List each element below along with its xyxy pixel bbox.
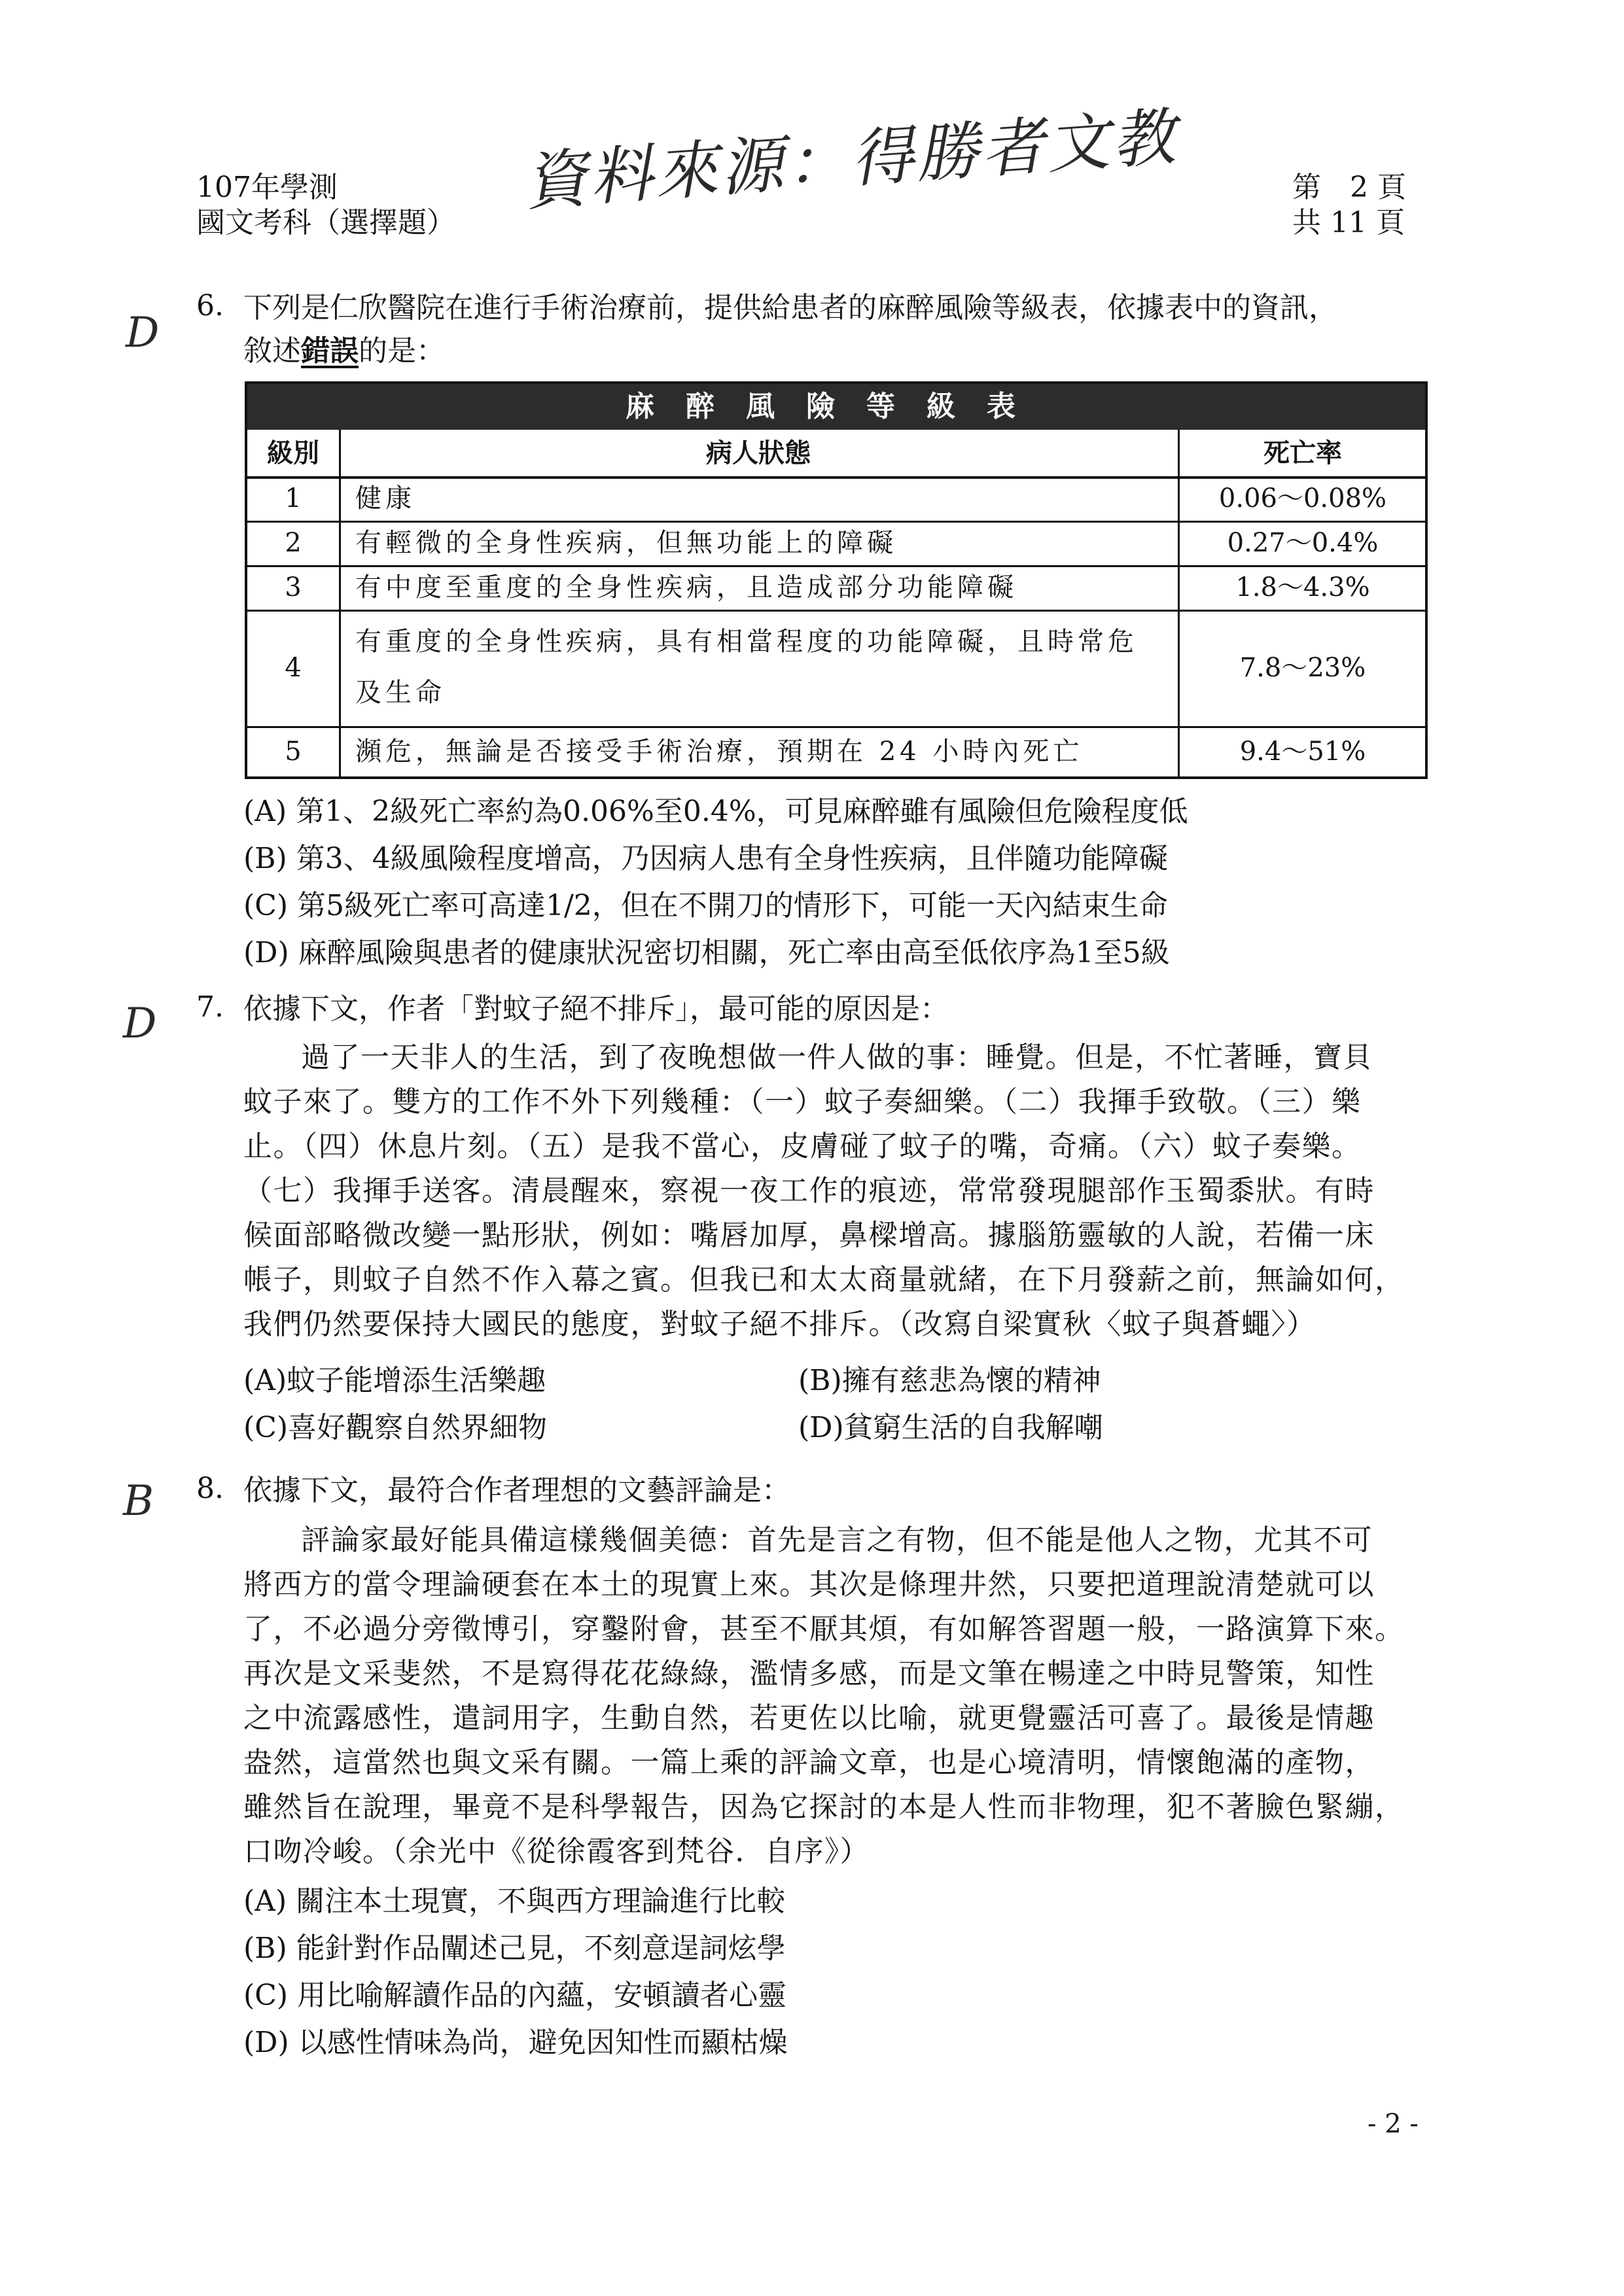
q7-answer-mark: D	[123, 1000, 157, 1048]
q6-stem-emphasis: 錯誤	[301, 334, 359, 368]
q7-passage-line: 過了一天非人的生活，到了夜晚想做一件人做的事：睡覺。但是，不忙著睡，寶貝	[301, 1041, 1373, 1074]
q8-passage-line: 盎然，這當然也與文采有關。一篇上乘的評論文章，也是心境清明，情懷飽滿的產物，	[243, 1746, 1375, 1779]
q6-stem-line2	[243, 332, 445, 370]
q6-option-b: (B) 第3、4級風險程度增高，乃因病人患有全身性疾病，且伴隨功能障礙	[243, 842, 1168, 875]
row-level: 5	[285, 737, 302, 767]
q6-number: 6.	[196, 289, 224, 322]
row-status-line2: 及生命	[355, 678, 446, 708]
q8-passage-line: 了，不必過分旁徵博引，穿鑿附會，甚至不厭其煩，有如解答習題一般，一路演算下來。	[243, 1612, 1405, 1646]
row-mortality: 0.06～0.08%	[1218, 483, 1387, 513]
row-mortality: 9.4～51%	[1239, 737, 1366, 767]
row-mortality: 0.27～0.4%	[1227, 528, 1379, 558]
row-level: 2	[285, 528, 302, 558]
handwritten-source-note: 資料來源：得勝者文教	[521, 100, 1180, 219]
q8-number: 8.	[196, 1472, 224, 1505]
table-title: 麻醉風險等級表	[247, 384, 1425, 430]
q7-option-d: (D)貧窮生活的自我解嘲	[798, 1411, 1103, 1444]
q7-passage-line: 帳子，則蚊子自然不作入幕之賓。但我已和太太商量就緒，在下月發薪之前，無論如何，	[243, 1263, 1405, 1296]
q8-answer-mark: B	[123, 1477, 154, 1525]
q6-option-d: (D) 麻醉風險與患者的健康狀況密切相關，死亡率由高至低依序為1至5級	[243, 936, 1170, 969]
q6-stem-line1: 下列是仁欣醫院在進行手術治療前，提供給患者的麻醉風險等級表，依據表中的資訊，	[243, 291, 1337, 324]
q8-option-b: (B) 能針對作品闡述己見，不刻意逞詞炫學	[243, 1932, 786, 1965]
row-level: 4	[285, 653, 302, 683]
q8-option-d: (D) 以感性情味為尚，避免因知性而顯枯燥	[243, 2026, 788, 2059]
row-status: 有中度至重度的全身性疾病，且造成部分功能障礙	[355, 572, 1017, 602]
row-status-line1: 有重度的全身性疾病，具有相當程度的功能障礙，且時常危	[355, 627, 1138, 657]
header-level: 級別	[267, 438, 319, 468]
q7-option-a: (A)蚊子能增添生活樂趣	[243, 1364, 546, 1397]
row-status: 有輕微的全身性疾病，但無功能上的障礙	[355, 528, 897, 558]
q8-passage-line: 評論家最好能具備這樣幾個美德：首先是言之有物，但不能是他人之物，尤其不可	[301, 1523, 1373, 1557]
q6-stem-suffix: 的是：	[359, 334, 445, 368]
header-mortality: 死亡率	[1263, 438, 1342, 468]
q6-option-a: (A) 第1、2級死亡率約為0.06%至0.4%，可見麻醉雖有風險但危險程度低	[243, 795, 1188, 828]
q7-passage-line: 止。（四）休息片刻。（五）是我不當心，皮膚碰了蚊子的嘴，奇痛。（六）蚊子奏樂。	[243, 1130, 1362, 1163]
q7-option-b: (B)擁有慈悲為懷的精神	[798, 1364, 1101, 1397]
row-mortality: 1.8～4.3%	[1235, 572, 1370, 602]
page-label: 第 2 頁	[1292, 171, 1406, 204]
q7-number: 7.	[196, 990, 224, 1024]
row-level: 3	[285, 572, 302, 602]
page-number: - 2 -	[1368, 2109, 1419, 2139]
q6-option-c: (C) 第5級死亡率可高達1/2，但在不開刀的情形下，可能一天內結束生命	[243, 889, 1168, 922]
row-mortality: 7.8～23%	[1239, 653, 1366, 683]
subject-label: 國文考科（選擇題）	[196, 206, 455, 239]
q6-stem-prefix: 敘述	[243, 334, 301, 368]
table-divider	[339, 430, 341, 776]
q8-stem: 依據下文，最符合作者理想的文藝評論是：	[243, 1474, 790, 1507]
anesthesia-risk-table	[245, 381, 1428, 779]
q8-option-a: (A) 關注本土現實，不與西方理論進行比較	[243, 1885, 786, 1918]
q8-option-c: (C) 用比喻解讀作品的內蘊，安頓讀者心靈	[243, 1979, 786, 2012]
q8-passage-line: 口吻冷峻。（余光中《從徐霞客到梵谷．自序》）	[243, 1835, 870, 1868]
q8-passage-line: 雖然旨在說理，畢竟不是科學報告，因為它探討的本是人性而非物理，犯不著臉色緊繃，	[243, 1790, 1405, 1824]
q8-passage-line: 再次是文采斐然，不是寫得花花綠綠，濫情多感，而是文筆在暢達之中時見警策，知性	[243, 1657, 1375, 1690]
row-status: 健康	[355, 483, 415, 513]
row-level: 1	[285, 483, 302, 513]
q7-option-c: (C)喜好觀察自然界細物	[243, 1411, 547, 1444]
q7-passage-line: （七）我揮手送客。清晨醒來，察視一夜工作的痕迹，常常發現腿部作玉蜀黍狀。有時	[243, 1174, 1375, 1208]
total-pages-label: 共 11 頁	[1292, 206, 1405, 239]
q6-answer-mark: D	[126, 309, 160, 357]
q8-passage-line: 將西方的當令理論硬套在本土的現實上來。其次是條理井然，只要把道理說清楚就可以	[243, 1568, 1375, 1601]
q7-passage-line: 蚊子來了。雙方的工作不外下列幾種：（一）蚊子奏細樂。（二）我揮手致敬。（三）樂	[243, 1085, 1362, 1119]
q7-passage-line: 候面部略微改變一點形狀，例如：嘴唇加厚，鼻樑增高。據腦筋靈敏的人說，若備一床	[243, 1219, 1375, 1252]
q8-passage-line: 之中流露感性，遣詞用字，生動自然，若更佐以比喻，就更覺靈活可喜了。最後是情趣	[243, 1701, 1375, 1735]
exam-year: 107年學測	[196, 171, 338, 204]
q7-passage-line: 我們仍然要保持大國民的態度，對蚊子絕不排斥。（改寫自梁實秋〈蚊子與蒼蠅〉）	[243, 1308, 1316, 1341]
row-status: 瀕危，無論是否接受手術治療，預期在 24 小時內死亡	[355, 737, 1084, 767]
q7-stem: 依據下文，作者「對蚊子絕不排斥」，最可能的原因是：	[243, 992, 949, 1026]
header-status: 病人狀態	[706, 438, 811, 468]
